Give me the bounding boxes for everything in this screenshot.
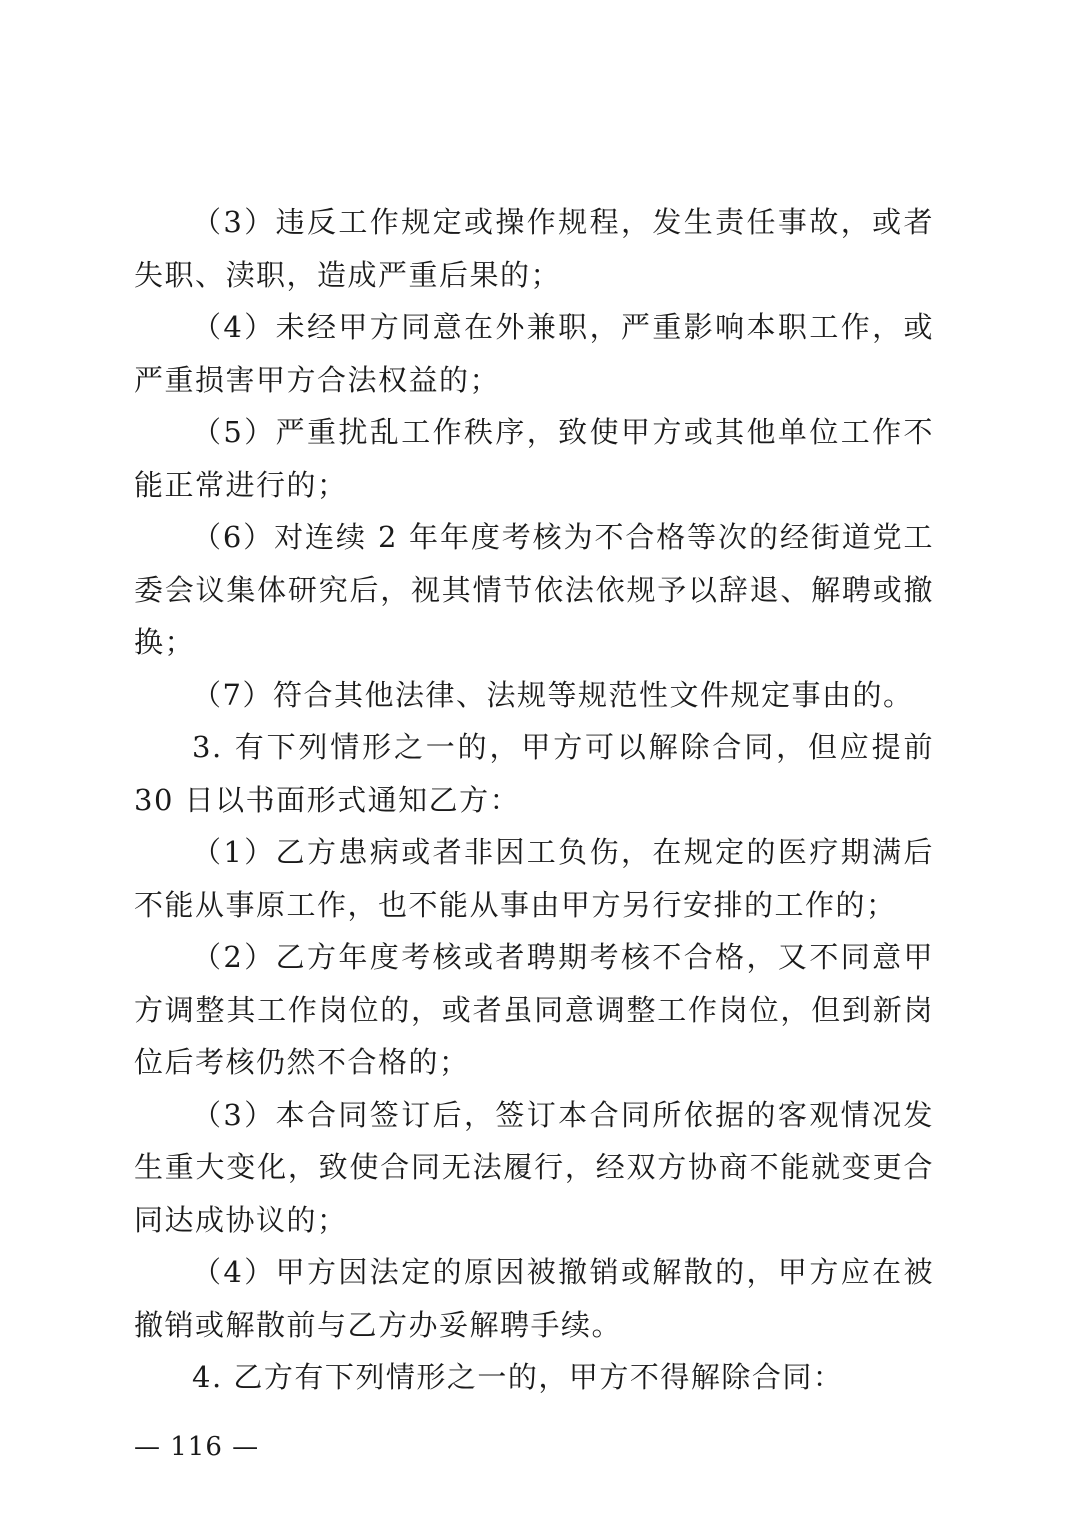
- paragraph: （6）对连续 2 年年度考核为不合格等次的经街道党工委会议集体研究后，视其情节依法依规予以辞退、解聘或撤换；: [134, 520, 934, 659]
- paragraph: （3）本合同签订后，签订本合同所依据的客观情况发生重大变化，致使合同无法履行，经双方协商不能就变更合同达成协议的；: [134, 1097, 934, 1237]
- paragraph: 4. 乙方有下列情形之一的，甲方不得解除合同：: [192, 1360, 844, 1394]
- paragraph: （5）严重扰乱工作秩序，致使甲方或其他单位工作不能正常进行的；: [134, 415, 934, 502]
- paragraph: （2）乙方年度考核或者聘期考核不合格，又不同意甲方调整其工作岗位的，或者虽同意调整工作岗位，但到新岗位后考核仍然不合格的；: [134, 940, 934, 1079]
- paragraph: （4）甲方因法定的原因被撤销或解散的，甲方应在被撤销或解散前与乙方办妥解聘手续。: [134, 1255, 934, 1342]
- paragraph: （4）未经甲方同意在外兼职，严重影响本职工作，或严重损害甲方合法权益的；: [134, 310, 934, 397]
- page-number: — 116 —: [134, 1432, 260, 1462]
- paragraph: （3）违反工作规定或操作规程，发生责任事故，或者失职、渎职，造成严重后果的；: [134, 205, 934, 292]
- paragraph: 3. 有下列情形之一的，甲方可以解除合同，但应提前 30 日以书面形式通知乙方：: [134, 730, 934, 817]
- document-body: [134, 196, 934, 1404]
- paragraph: （1）乙方患病或者非因工负伤，在规定的医疗期满后不能从事原工作，也不能从事由甲方另行安排的工作的；: [134, 835, 934, 922]
- paragraph: （7）符合其他法律、法规等规范性文件规定事由的。: [192, 677, 914, 712]
